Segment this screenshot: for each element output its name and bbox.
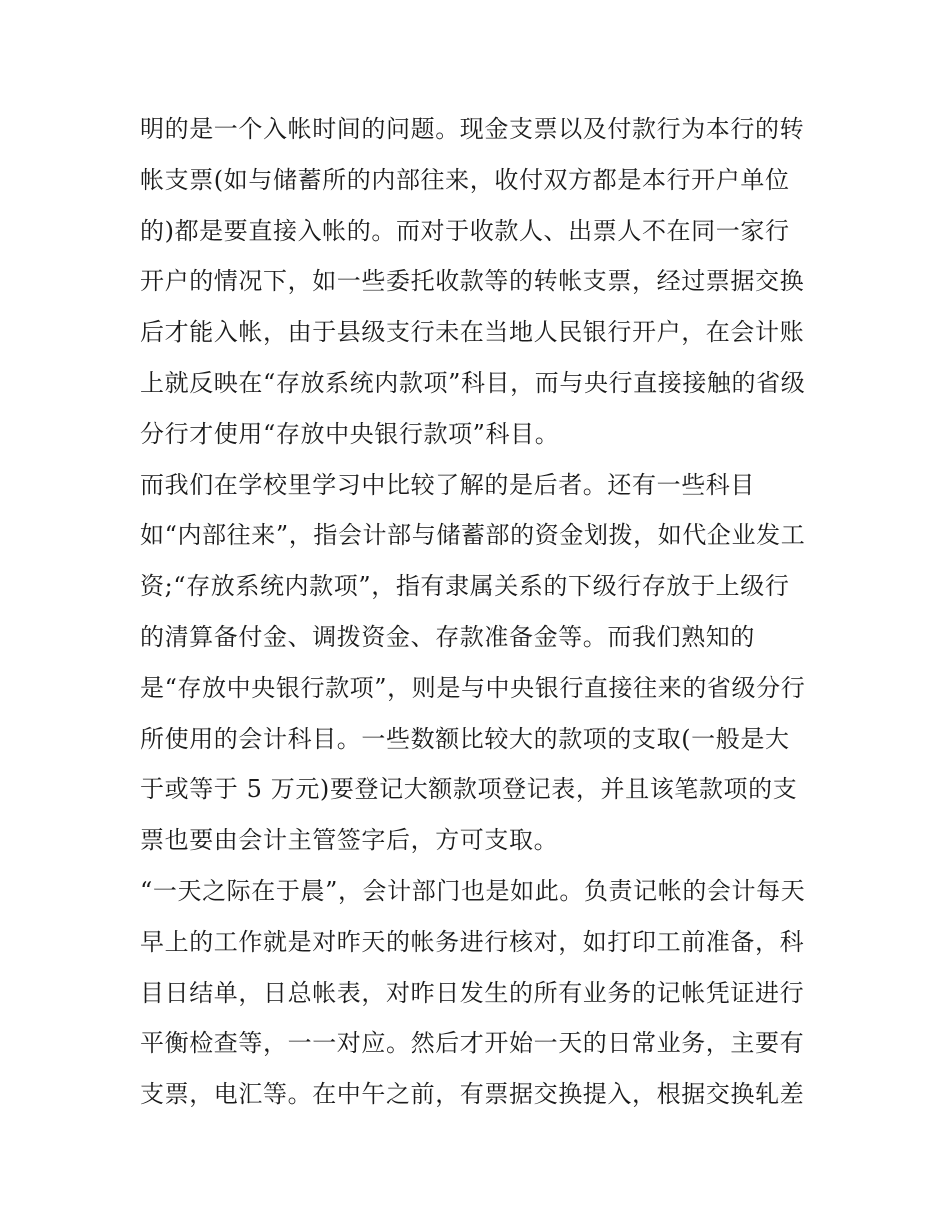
text-line: 的)都是要直接入帐的。而对于收款人、出票人不在同一家行: [140, 216, 790, 245]
text-line: 分行才使用“存放中央银行款项”科目。: [140, 419, 560, 448]
body-text: [140, 104, 830, 1120]
text-line: 是“存放中央银行款项”，则是与中央银行直接往来的省级分行: [140, 673, 806, 702]
text-line: 上就反映在“存放系统内款项”科目，而与央行直接接触的省级: [140, 368, 806, 397]
text-line: 的清算备付金、调拨资金、存款准备金等。而我们熟知的: [140, 622, 755, 651]
text-line: 而我们在学校里学习中比较了解的是后者。还有一些科目: [140, 470, 755, 499]
text-line: 支票，电汇等。在中午之前，有票据交换提入，根据交换轧差: [140, 1080, 805, 1109]
text-line: “一天之际在于晨”，会计部门也是如此。负责记帐的会计每天: [140, 876, 806, 905]
text-line: 如“内部往来”，指会计部与储蓄部的资金划拨，如代企业发工: [140, 521, 806, 550]
text-line: 所使用的会计科目。一些数额比较大的款项的支取(一般是大: [140, 724, 790, 753]
text-line: 早上的工作就是对昨天的帐务进行核对，如打印工前准备，科: [140, 927, 805, 956]
text-line: 资;“存放系统内款项”，指有隶属关系的下级行存放于上级行: [140, 572, 790, 601]
text-line: 于或等于 5 万元)要登记大额款项登记表，并且该笔款项的支: [140, 775, 798, 804]
text-line: 明的是一个入帐时间的问题。现金支票以及付款行为本行的转: [140, 115, 805, 143]
text-line: 平衡检查等，一一对应。然后才开始一天的日常业务，主要有: [140, 1029, 805, 1058]
text-line: 开户的情况下，如一些委托收款等的转帐支票，经过票据交换: [140, 267, 805, 296]
text-line: 帐支票(如与储蓄所的内部往来，收付双方都是本行开户单位: [140, 165, 790, 194]
text-line: 目日结单，日总帐表，对昨日发生的所有业务的记帐凭证进行: [140, 978, 805, 1007]
text-line: 后才能入帐，由于县级支行未在当地人民银行开户，在会计账: [140, 318, 805, 347]
text-line: 票也要由会计主管签字后，方可支取。: [140, 826, 559, 855]
